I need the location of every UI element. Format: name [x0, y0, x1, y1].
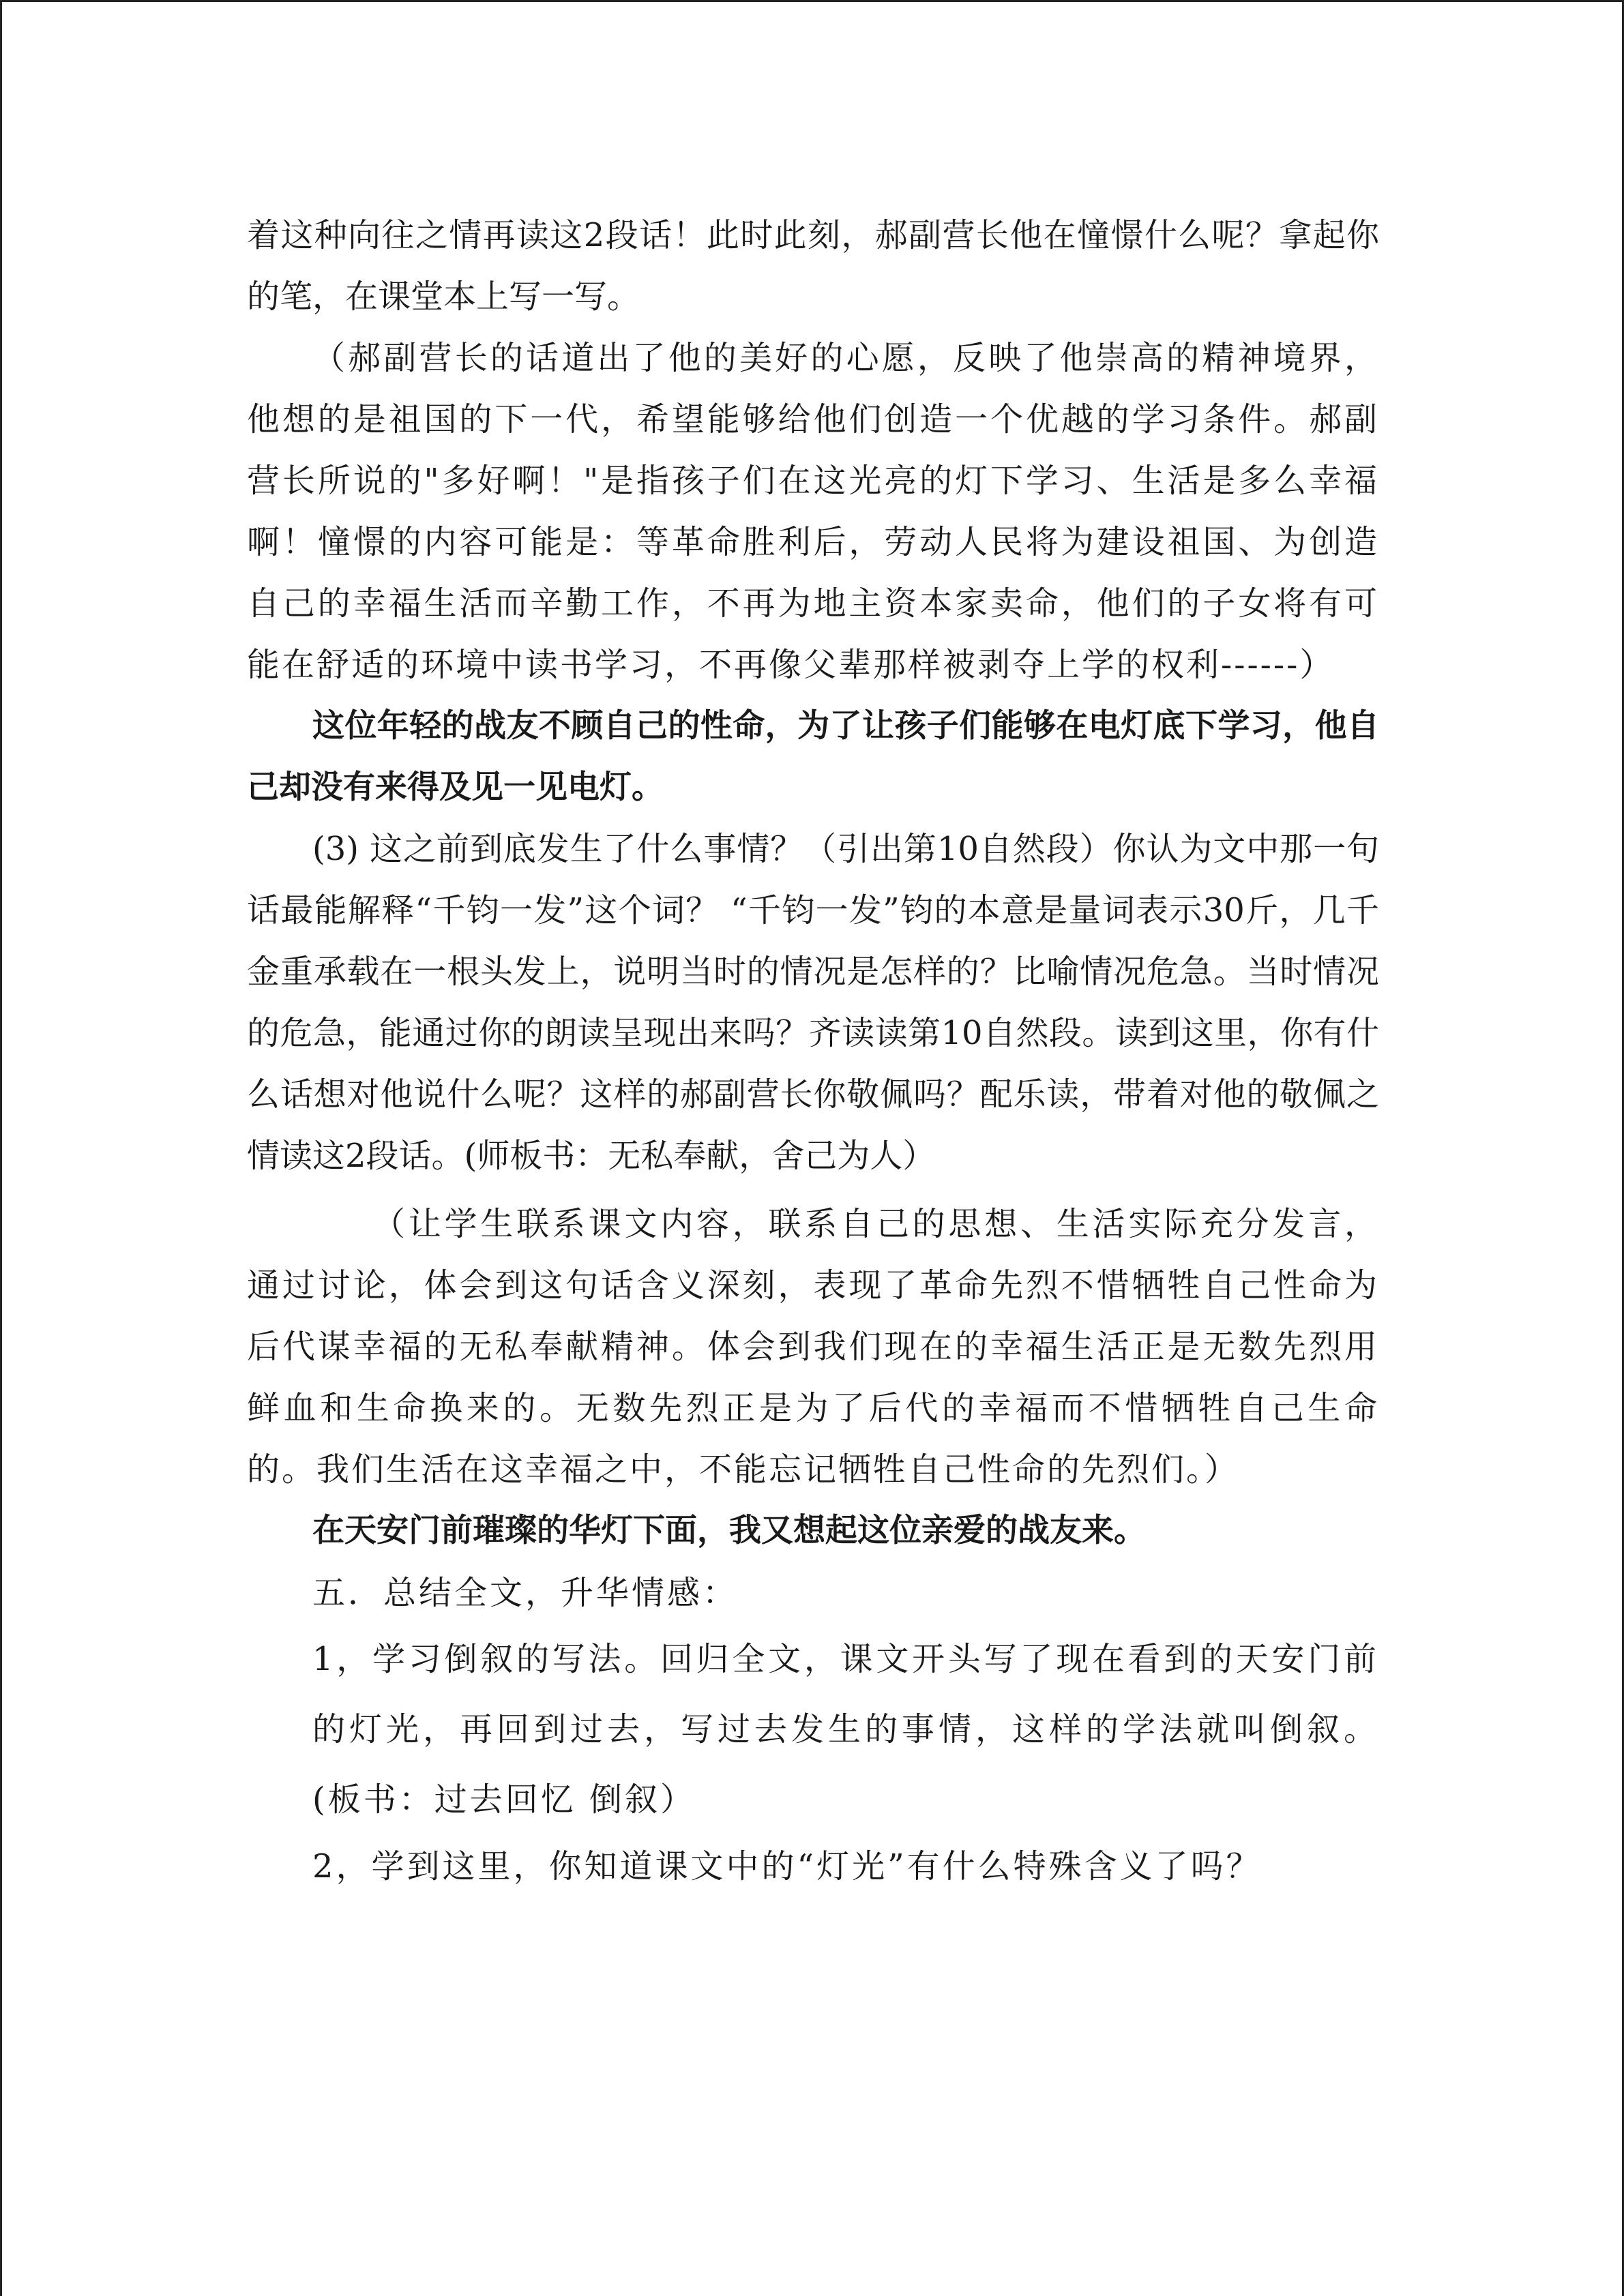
paragraph-question-3: (3) 这之前到底发生了什么事情？（引出第10自然段）你认为文中那一句话最能解释“千钧一发”这个词？ “千钧一发”钧的本意是量词表示30斤，几千金重承载在一根头发上，说明当时的情况是怎样的？比喻情况危急。当时情况的危急，能通过你的朗读呈现出来吗？齐读读第10自然段。读到这里，你有什么话想对他说什么呢？这样的郝副营长你敬佩吗？配乐读，带着对他的敬佩之情读这2段话。(师板书：无私奉献，舍己为人）	[247, 830, 1379, 1175]
paragraph-note-sacrifice: （让学生联系课文内容，联系自己的思想、生活实际充分发言，通过讨论，体会到这句话含义深刻，表现了革命先烈不惜牺牲自己性命为后代谋幸福的无私奉献精神。体会到我们现在的幸福生活正是无数先烈用鲜血和生命换来的。无数先烈正是为了后代的幸福而不惜牺牲自己生命的。我们生活在这幸福之中，不能忘记牺牲自己性命的先烈们。）	[247, 1205, 1379, 1489]
section-5-item-2: 2，学到这里，你知道课文中的“灯光”有什么特殊含义了吗？	[312, 1847, 1262, 1885]
paragraph-key-sentence-2: 在天安门前璀璨的华灯下面，我又想起这位亲爱的战友来。	[312, 1512, 1146, 1549]
paragraph-note-hao-wish: （郝副营长的话道出了他的美好的心愿，反映了他崇高的精神境界，他想的是祖国的下一代，希望能够给他们创造一个优越的学习条件。郝副营长所说的"多好啊！"是指孩子们在这光亮的灯下学习、生活是多么幸福啊！憧憬的内容可能是：等革命胜利后，劳动人民将为建设祖国、为创造自己的幸福生活而辛勤工作，不再为地主资本家卖命，他们的子女将有可能在舒适的环境中读书学习，不再像父辈那样被剥夺上学的权利------）	[247, 339, 1379, 684]
section-5-heading: 五．总结全文，升华情感：	[312, 1574, 739, 1612]
section-5-item-1: 1，学习倒叙的写法。回归全文，课文开头写了现在看到的天安门前的灯光，再回到过去，写过去发生的事情，这样的学法就叫倒叙。(板书：过去回忆 倒叙）	[312, 1640, 1379, 1819]
document-body	[247, 205, 1379, 1898]
paragraph-key-sentence-1: 这位年轻的战友不顾自己的性命，为了让孩子们能够在电灯底下学习，他自己却没有来得及见一见电灯。	[247, 707, 1379, 806]
paragraph-continuation: 着这种向往之情再读这2段话！此时此刻，郝副营长他在憧憬什么呢？拿起你的笔，在课堂本上写一写。	[247, 216, 1379, 316]
